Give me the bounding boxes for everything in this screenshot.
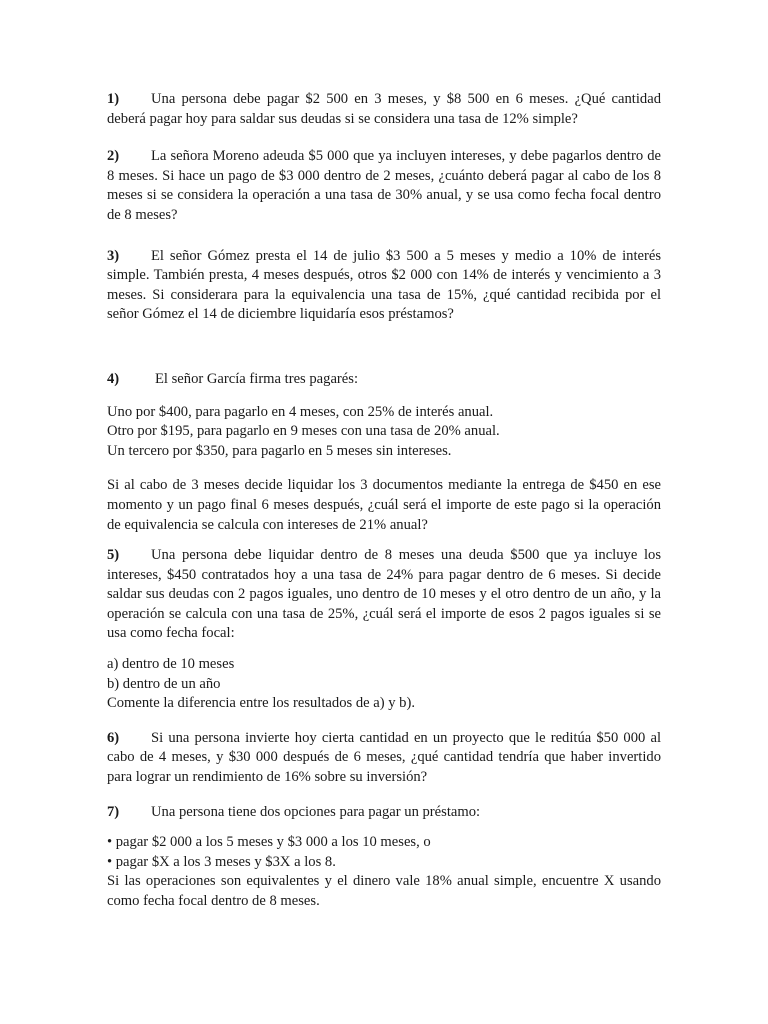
problem-7-options xyxy=(107,833,661,911)
problem-5 xyxy=(107,546,661,644)
problem-text: El señor Gómez presta el 14 de julio $3 500 a 5 meses y medio a 10% de interés simple. También presta, 4 meses después, otros $2 000 con 14% de interés y vencimiento a 3 meses. Si considerara para la equivalencia una tasa de 15%, ¿qué cantidad recibida por el señor Gómez el 14 de diciembre liquidaría esos préstamos? xyxy=(107,247,661,323)
list-item: Comente la diferencia entre los resultados de a) y b). xyxy=(107,695,415,712)
list-item: b) dentro de un año xyxy=(107,675,221,692)
problem-text: Una persona tiene dos opciones para pagar un préstamo: xyxy=(151,803,481,820)
list-item: a) dentro de 10 meses xyxy=(107,656,235,673)
problem-7-intro xyxy=(107,803,661,823)
problem-number: 5) xyxy=(107,547,120,564)
problem-number: 3) xyxy=(107,247,120,264)
problem-number: 1) xyxy=(107,91,120,107)
problem-6 xyxy=(107,729,661,788)
problem-number: 7) xyxy=(107,803,120,820)
problem-4-intro xyxy=(107,370,661,390)
problem-number: 6) xyxy=(107,729,120,746)
problem-3 xyxy=(107,247,661,325)
problem-number: 4) xyxy=(107,370,120,387)
problem-text: Una persona debe liquidar dentro de 8 meses una deuda $500 que ya incluye los intereses, $450 contratados hoy a una tasa de 24% para pagar dentro de 6 meses. Si decide saldar sus deudas con 2 pagos iguales, uno dentro de 10 meses y el otro dentro de un año, y la operación se calcula con una tasa de 25%, ¿cuál será el importe de esos 2 pagos iguales si se usa como fecha focal: xyxy=(107,547,661,642)
list-item: Uno por $400, para pagarlo en 4 meses, con 25% de interés anual. xyxy=(107,403,494,420)
problem-4-question: Si al cabo de 3 meses decide liquidar los 3 documentos mediante la entrega de $450 en ese momento y un pago final 6 meses después, ¿cuál será el importe de este pago si la operación de equivalencia se calcula con intereses de 21% anual? xyxy=(107,477,661,533)
problem-2 xyxy=(107,147,661,225)
list-item: • pagar $2 000 a los 5 meses y $3 000 a los 10 meses, o xyxy=(107,834,431,851)
list-item: Otro por $195, para pagarlo en 9 meses con una tasa de 20% anual. xyxy=(107,423,500,440)
problem-text: Una persona debe pagar $2 500 en 3 meses, y $8 500 en 6 meses. ¿Qué cantidad deberá pagar hoy para saldar sus deudas si se considera una tasa de 12% simple? xyxy=(107,91,661,127)
problem-number: 2) xyxy=(107,148,120,165)
problem-text: La señora Moreno adeuda $5 000 que ya incluyen intereses, y debe pagarlos dentro de 8 meses. Si hace un pago de $3 000 dentro de 2 meses, ¿cuánto deberá pagar al cabo de los 8 meses si se considera la operación a una tasa de 30% anual, y se usa como fecha focal dentro de 8 meses? xyxy=(107,148,661,223)
document-page xyxy=(107,90,661,912)
problem-5-options xyxy=(107,655,661,714)
problem-7-conclusion: Si las operaciones son equivalentes y el dinero vale 18% anual simple, encuentre X usando como fecha focal dentro de 8 meses. xyxy=(107,873,661,909)
list-item: Un tercero por $350, para pagarlo en 5 meses sin intereses. xyxy=(107,442,452,459)
problem-text: Si una persona invierte hoy cierta cantidad en un proyecto que le reditúa $50 000 al cabo de 4 meses, y $30 000 después de 6 meses, ¿qué cantidad tendría que haber invertido para lograr un rendimiento de 16% sobre su inversión? xyxy=(107,729,661,786)
promissory-notes-list xyxy=(107,403,661,462)
problem-text: El señor García firma tres pagarés: xyxy=(155,370,359,387)
problem-1 xyxy=(107,90,661,129)
list-item: • pagar $X a los 3 meses y $3X a los 8. xyxy=(107,853,336,870)
